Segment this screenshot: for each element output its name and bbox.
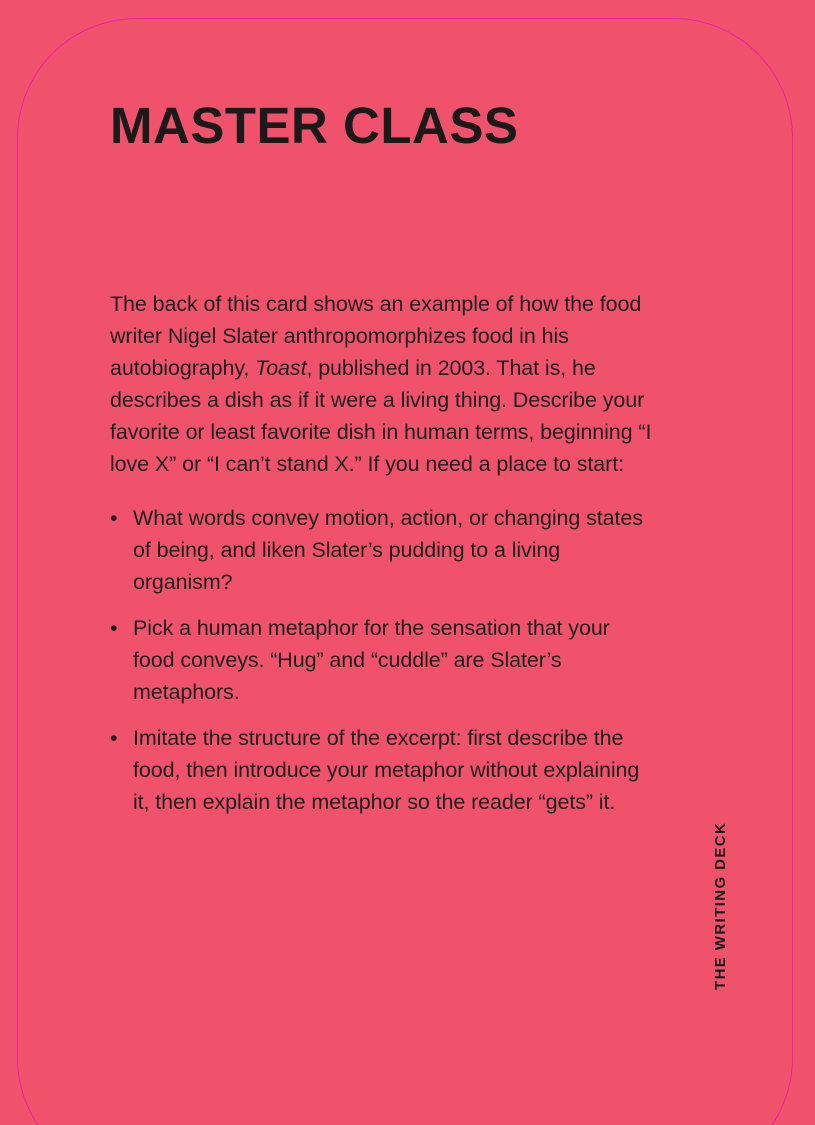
intro-text-before: The back of this card shows an example of how the food writer Nigel Slater anthropomorphizes food in his autobiography, <box>110 292 642 380</box>
intro-text-after: , published in 2003. That is, he describes a dish as if it were a living thing. Describe your favorite or least favorite dish in human terms, beginning “I love X” or “I can’t stand X.” If you need a place to start: <box>110 356 652 476</box>
prompt-list <box>110 502 690 818</box>
card-title: MASTER CLASS <box>110 97 519 154</box>
list-item <box>110 502 653 598</box>
list-item <box>110 612 653 708</box>
list-item-text: Pick a human metaphor for the sensation that your food conveys. “Hug” and “cuddle” are Slater’s metaphors. <box>133 616 610 704</box>
bullet-icon: • <box>110 506 118 530</box>
list-item <box>110 722 653 818</box>
book-title: Toast <box>255 356 307 380</box>
list-item-text: Imitate the structure of the excerpt: first describe the food, then introduce your metaphor without explaining it, then explain the metaphor so the reader “gets” it. <box>133 726 640 814</box>
bullet-icon: • <box>110 726 118 750</box>
bullet-icon: • <box>110 616 118 640</box>
card-body <box>110 288 690 832</box>
deck-name-label: THE WRITING DECK <box>712 821 729 990</box>
intro-paragraph <box>110 288 690 480</box>
list-item-text: What words convey motion, action, or changing states of being, and liken Slater’s pudding to a living organism? <box>133 506 643 594</box>
